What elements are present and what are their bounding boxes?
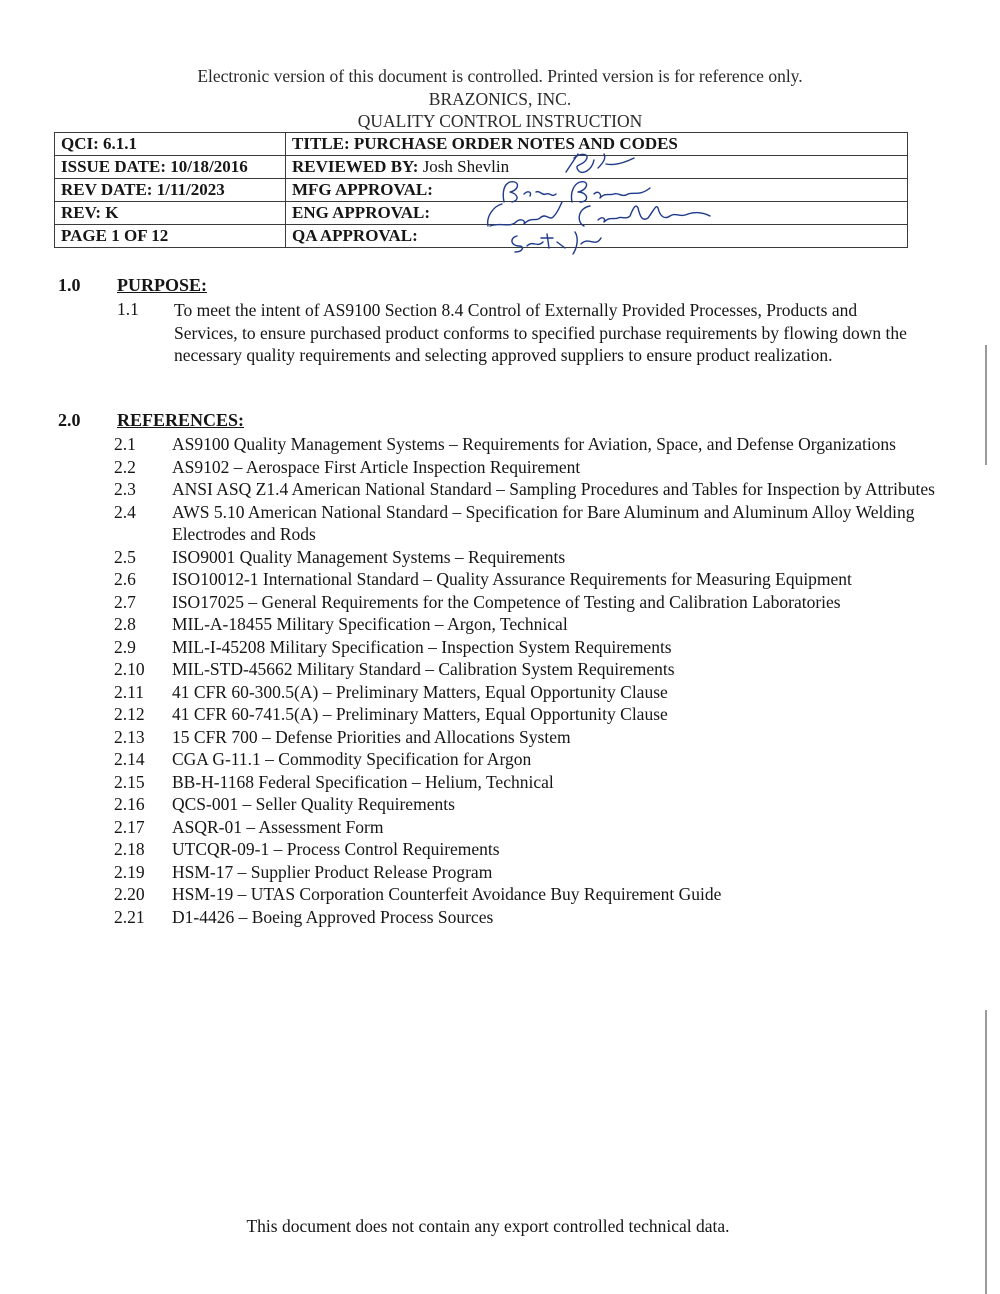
issue-date-cell	[55, 156, 286, 179]
reference-item	[0, 748, 1000, 771]
reference-text: BB-H-1168 Federal Specification – Helium, Technical	[172, 771, 554, 792]
reference-number: 2.16	[114, 794, 145, 814]
section-1-number: 1.0	[58, 275, 81, 295]
rev-value: K	[105, 203, 119, 222]
document-type: QUALITY CONTROL INSTRUCTION	[357, 111, 643, 131]
page-label: PAGE	[61, 226, 107, 245]
reference-item	[0, 771, 1000, 794]
reference-item	[0, 726, 1000, 749]
issue-date-value: 10/18/2016	[170, 157, 248, 176]
reference-text: HSM-17 – Supplier Product Release Program	[172, 861, 493, 882]
qa-approval-signature	[505, 226, 615, 256]
reference-number: 2.10	[114, 659, 145, 679]
reviewed-by-value: Josh Shevlin	[422, 157, 510, 176]
reference-text: ASQR-01 – Assessment Form	[172, 816, 384, 837]
references-list	[0, 433, 1000, 928]
reference-text: MIL-I-45208 Military Specification – Inspection System Requirements	[172, 636, 672, 657]
reference-text: 41 CFR 60-300.5(A) – Preliminary Matters, Equal Opportunity Clause	[172, 681, 668, 702]
reference-item	[0, 793, 1000, 816]
reference-text: AS9102 – Aerospace First Article Inspection Requirement	[172, 456, 581, 477]
reference-item	[0, 906, 1000, 929]
purpose-item-number: 1.1	[117, 299, 139, 319]
reference-text: QCS-001 – Seller Quality Requirements	[172, 794, 455, 814]
reference-item	[0, 433, 1000, 456]
reference-number: 2.11	[114, 681, 144, 702]
reference-number: 2.1	[114, 434, 136, 454]
rev-date-label: REV DATE:	[61, 180, 153, 199]
reference-number: 2.17	[114, 816, 145, 837]
reviewer-initials-signature	[560, 148, 640, 178]
rev-cell	[55, 202, 286, 225]
reference-text: CGA G-11.1 – Commodity Specification for Argon	[172, 749, 532, 769]
rev-label: REV:	[61, 203, 101, 222]
reference-number: 2.12	[114, 704, 145, 724]
title-value: PURCHASE ORDER NOTES AND CODES	[353, 134, 678, 153]
company-name: BRAZONICS, INC.	[428, 89, 572, 109]
qa-approval-label: QA APPROVAL:	[292, 226, 418, 245]
reference-item	[0, 861, 1000, 884]
reference-number: 2.8	[114, 614, 136, 634]
reference-item	[0, 478, 1000, 501]
reference-number: 2.2	[114, 456, 136, 477]
rev-date-cell	[55, 179, 286, 202]
rev-date-value: 1/11/2023	[156, 180, 225, 199]
reference-number: 2.20	[114, 884, 145, 904]
controlled-copy-notice: Electronic version of this document is controlled. Printed version is for reference only.	[197, 66, 803, 86]
reference-item	[0, 883, 1000, 906]
reference-item	[0, 546, 1000, 569]
reference-text: 41 CFR 60-741.5(A) – Preliminary Matters, Equal Opportunity Clause	[172, 704, 668, 724]
reference-item	[0, 838, 1000, 861]
reference-item	[0, 636, 1000, 659]
title-label: TITLE:	[292, 134, 350, 153]
reference-number: 2.6	[114, 569, 136, 589]
reference-item	[0, 456, 1000, 479]
section-2-title: REFERENCES:	[117, 410, 245, 430]
reference-text: UTCQR-09-1 – Process Control Requirements	[172, 839, 500, 859]
control-row-2	[55, 156, 908, 179]
reference-number: 2.14	[114, 749, 145, 769]
reference-text: D1-4426 – Boeing Approved Process Sources	[172, 906, 494, 927]
reference-text: AWS 5.10 American National Standard – Specification for Bare Aluminum and Aluminum Alloy Welding Electrodes and Rods	[172, 501, 915, 544]
qci-value: 6.1.1	[103, 134, 138, 153]
reference-item	[0, 568, 1000, 591]
reference-number: 2.18	[114, 839, 145, 859]
page-value: 1 OF 12	[111, 226, 169, 245]
reference-text: ISO9001 Quality Management Systems – Requirements	[172, 546, 566, 567]
reference-item	[0, 501, 1000, 546]
reference-text: 15 CFR 700 – Defense Priorities and Allocations System	[172, 726, 571, 747]
purpose-item-text: To meet the intent of AS9100 Section 8.4 Control of Externally Provided Processes, Products and Services, to ensure purchased product conforms to specified purchase requirements by flowing down the necessary quality requirements and selecting approved suppliers to ensure product realization.	[174, 300, 907, 365]
reference-item	[0, 658, 1000, 681]
reference-item	[0, 613, 1000, 636]
reviewed-by-label: REVIEWED BY:	[292, 157, 419, 176]
eng-approval-label: ENG APPROVAL:	[292, 203, 431, 222]
export-control-footer: This document does not contain any export controlled technical data.	[246, 1216, 730, 1236]
control-row-1	[55, 133, 908, 156]
reference-number: 2.13	[114, 726, 145, 747]
issue-date-label: ISSUE DATE:	[61, 157, 167, 176]
section-1-title: PURPOSE:	[117, 275, 207, 295]
reference-text: ISO10012-1 International Standard – Quality Assurance Requirements for Measuring Equipment	[172, 569, 852, 589]
reference-number: 2.19	[114, 861, 145, 882]
reference-number: 2.21	[114, 906, 145, 927]
page-cell	[55, 225, 286, 248]
scan-edge-mark	[985, 345, 987, 465]
qci-label: QCI:	[61, 134, 99, 153]
reference-text: MIL-A-18455 Military Specification – Argon, Technical	[172, 614, 568, 634]
reference-text: HSM-19 – UTAS Corporation Counterfeit Avoidance Buy Requirement Guide	[172, 884, 722, 904]
section-2-number: 2.0	[58, 410, 81, 430]
reference-item	[0, 816, 1000, 839]
reference-number: 2.5	[114, 546, 136, 567]
reference-number: 2.9	[114, 636, 136, 657]
qci-cell	[55, 133, 286, 156]
reference-text: ANSI ASQ Z1.4 American National Standard – Sampling Procedures and Tables for Inspection by Attributes	[172, 479, 935, 499]
scan-edge-mark	[985, 1010, 987, 1294]
reference-number: 2.3	[114, 479, 136, 499]
reference-number: 2.15	[114, 771, 145, 792]
reference-text: AS9100 Quality Management Systems – Requirements for Aviation, Space, and Defense Organizations	[172, 434, 896, 454]
reference-item	[0, 681, 1000, 704]
reference-item	[0, 703, 1000, 726]
reference-text: ISO17025 – General Requirements for the Competence of Testing and Calibration Laboratories	[172, 591, 841, 612]
reference-number: 2.4	[114, 501, 136, 522]
mfg-approval-label: MFG APPROVAL:	[292, 180, 433, 199]
reference-number: 2.7	[114, 591, 136, 612]
reference-item	[0, 591, 1000, 614]
reference-text: MIL-STD-45662 Military Standard – Calibration System Requirements	[172, 659, 675, 679]
